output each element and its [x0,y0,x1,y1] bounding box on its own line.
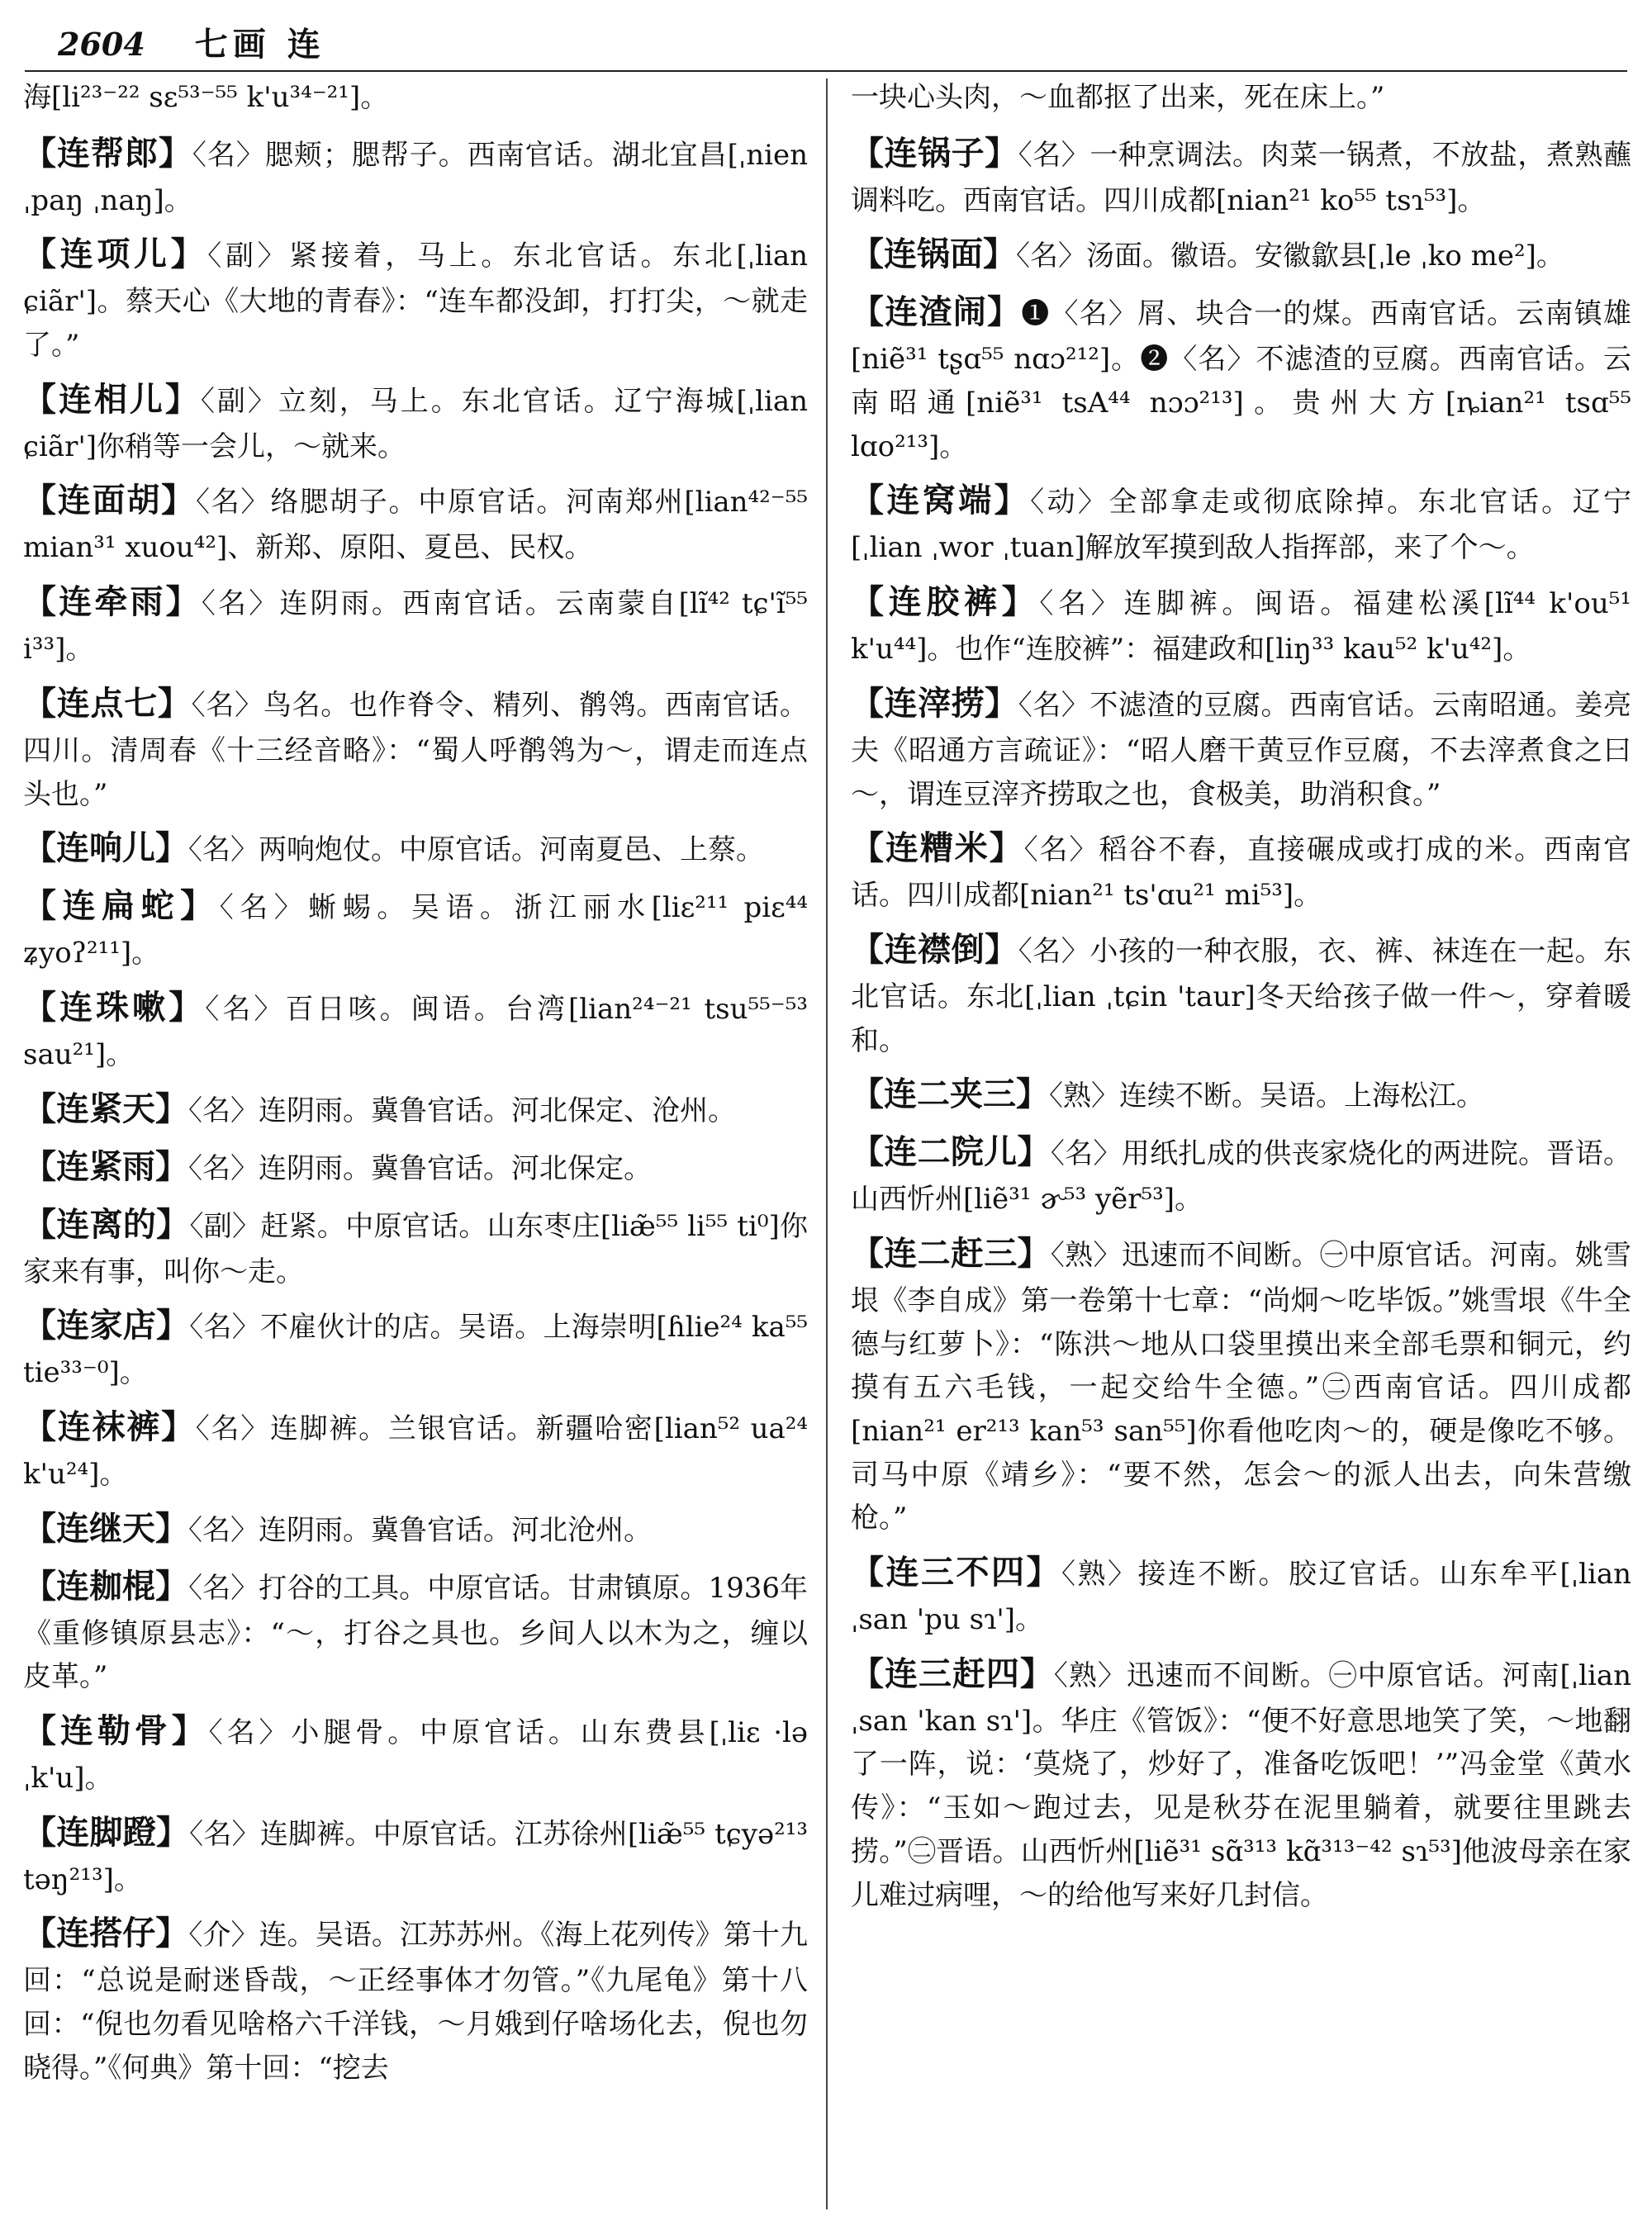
entry-headword: 【连面胡】 [23,482,196,520]
entry-definition: ❶〈名〉屑、块合一的煤。西南官话。云南镇雄[niẽ³¹ tʂɑ⁵⁵ nɑɔ²¹²]。❷〈名〉不滤渣的豆腐。西南官话。云南昭通[niẽ³¹ tsA⁴⁴ nɔɔ²¹³]。贵州大方[ȵian²¹ tsɑ⁵⁵ lɑo²¹³]。 [851,297,1631,463]
dictionary-entry [23,1503,808,1554]
dictionary-entry [851,1547,1631,1642]
dictionary-entry [851,1228,1631,1540]
dictionary-entry [23,823,808,874]
entry-definition: 〈名〉汤面。徽语。安徽歙县[ˌle ˌko me²]。 [1016,240,1564,273]
entry-definition: 〈名〉连脚裤。兰银官话。新疆哈密[lian⁵² ua²⁴ k'u²⁴]。 [23,1412,808,1491]
dictionary-entry [23,128,808,223]
dictionary-entry [23,982,808,1077]
dictionary-entry [851,823,1631,918]
entry-headword: 【连相儿】 [23,380,201,419]
entry-definition: 〈名〉连阴雨。冀鲁官话。河北沧州。 [188,1513,652,1547]
dictionary-entry [23,1402,808,1497]
dictionary-entry [23,678,808,816]
column-divider [826,78,828,2209]
entry-headword: 【连离的】 [23,1205,190,1244]
dictionary-entry [851,576,1631,671]
entry-definition: 〈名〉蜥蜴。吴语。浙江丽水[liɛ²¹¹ piɛ⁴⁴ ʑyoʔ²¹¹]。 [23,891,808,970]
dictionary-entry [23,1706,808,1801]
entry-headword: 【连脚蹬】 [23,1813,190,1852]
entry-definition: 〈名〉连阴雨。冀鲁官话。河北保定。 [188,1151,652,1185]
entry-headword: 【连继天】 [23,1509,188,1548]
entry-headword: 【连紧雨】 [23,1147,188,1186]
dictionary-entry [851,924,1631,1062]
dictionary-entry [851,1069,1631,1120]
entry-headword: 【连三不四】 [851,1554,1061,1592]
entry-definition: 〈名〉打谷的工具。中原官话。甘肃镇原。1936年《重修镇原县志》：“～，打谷之具也。乡间人以木为之，缠以皮革。” [23,1571,808,1694]
entry-definition: 〈名〉稻谷不舂，直接碾成或打成的米。西南官话。四川成都[nian²¹ ts'ɑu²¹ mi⁵³]。 [851,833,1631,913]
entry-definition: 〈名〉络腮胡子。中原官话。河南郑州[lian⁴²⁻⁵⁵ mian³¹ xuou⁴²]、新郑、原阳、夏邑、民权。 [23,486,808,565]
dictionary-entry [851,1649,1631,1917]
entry-headword: 【连窝端】 [851,482,1031,520]
entry-definition: 〈副〉紧接着，马上。东北官话。东北[ˌlian ɕiãr']。蔡天心《大地的青春》：“连车都没卸，打打尖，～就走了。” [23,240,808,363]
entry-definition: 〈名〉鸟名。也作脊令、精列、鹡鸰。西南官话。四川。清周春《十三经音略》：“蜀人呼鹡鸰为～，谓走而连点头也。” [23,688,808,811]
entry-continuation [23,76,808,120]
entry-definition: 〈熟〉连续不断。吴语。上海松江。 [1049,1079,1484,1113]
entry-headword: 【连牵雨】 [23,583,202,622]
entry-definition: 〈名〉用纸扎成的供丧家烧化的两进院。晋语。山西忻州[liẽ³¹ ɚ⁵³ yẽr⁵³]。 [851,1137,1631,1217]
entry-definition: 〈名〉一种烹调法。肉菜一锅煮，不放盐，煮熟蘸调料吃。西南官话。四川成都[nian²¹ ko⁵⁵ tsɿ⁵³]。 [851,138,1631,217]
entry-definition: 〈名〉不雇伙计的店。吴语。上海崇明[ɦlie²⁴ ka⁵⁵ tie³³⁻⁰]。 [23,1311,808,1390]
page-number: 2604 [58,26,145,63]
entry-definition: 〈名〉腮颊；腮帮子。西南官话。湖北宜昌[ˌnien ˌpaŋ ˌnaŋ]。 [23,138,808,217]
dictionary-entry [23,880,808,975]
right-column [851,76,1631,2215]
dictionary-entry [23,374,808,469]
dictionary-entry [23,1084,808,1135]
entry-headword: 【连襟倒】 [851,930,1018,969]
dictionary-entry [23,229,808,367]
entry-definition: 〈介〉连。吴语。江苏苏州。《海上花列传》第十九回：“总说是耐迷昏哉，～正经事体才勿管。”《九尾龟》第十八回：“倪也勿看见啥格六千洋钱，～月娥到仔啥场化去，倪也勿晓得。”《何典》第十回：“挖去 [23,1919,808,2085]
header-rule [25,70,1627,72]
dictionary-entry [23,1561,808,1699]
entry-definition: 〈名〉两响炮仗。中原官话。河南夏邑、上蔡。 [188,833,764,867]
entry-headword: 【连锅子】 [851,134,1018,173]
entry-definition: 〈动〉全部拿走或彻底除掉。东北官话。辽宁[ˌlian ˌwor ˌtuan]解放军摸到敌人指挥部，来了个～。 [851,486,1631,565]
dictionary-entry [23,1300,808,1395]
dictionary-entry [851,1127,1631,1222]
entry-definition: 〈副〉立刻，马上。东北官话。辽宁海城[ˌlian ɕiãr']你稍等一会儿，～就来。 [23,384,808,463]
dictionary-entry [23,1141,808,1193]
entry-headword: 【连三赶四】 [851,1654,1054,1693]
entry-headword: 【连项儿】 [23,235,208,274]
dictionary-entry [851,229,1631,280]
entry-definition: 〈名〉小腿骨。中原官话。山东费县[ˌliɛ ·lə ˌk'u]。 [23,1716,808,1795]
entry-headword: 【连二赶三】 [851,1234,1051,1273]
dictionary-entry [23,1908,808,2090]
dictionary-entry [23,475,808,570]
entry-headword: 【连扁蛇】 [23,887,220,926]
entry-headword: 【连点七】 [23,684,192,723]
entry-definition: 〈名〉不滤渣的豆腐。西南官话。云南昭通。姜亮夫《昭通方言疏证》：“昭人磨干黄豆作豆腐，不去滓煮食之曰～，谓连豆滓齐捞取之也，食极美，助消积食。” [851,688,1631,811]
entry-headword: 【连胶裤】 [851,583,1040,622]
entry-headword: 【连勒骨】 [23,1712,209,1750]
entry-headword: 【连搭仔】 [23,1914,189,1953]
entry-continuation [851,76,1631,120]
entry-definition: 〈名〉连脚裤。闽语。福建松溪[lĩ⁴⁴ k'ou⁵¹ k'u⁴⁴]。也作“连胶裤”：福建政和[liŋ³³ kau⁵² k'u⁴²]。 [851,587,1631,667]
entry-headword: 【连帮郎】 [23,134,192,173]
entry-definition: 〈名〉小孩的一种衣服，衣、裤、袜连在一起。东北官话。东北[ˌlian ˌtɕin 'taur]冬天给孩子做一件～，穿着暖和。 [851,934,1631,1057]
entry-definition: 〈熟〉迅速而不间断。㊀中原官话。河南[ˌlian ˌsan 'kan sɿ']。华庄《管饭》：“便不好意思地笑了笑，～地翻了一阵，说：‘莫烧了，炒好了，准备吃饭吧！’”冯金堂《黄水传》：“玉如～跑过去，见是秋芬在泥里躺着，就要往里跳去捞。”㊁晋语。山西忻州[liẽ³¹ sɑ̃³¹³ kɑ̃³¹³⁻⁴² sɿ⁵³]他波母亲在家儿难过病哩，～的给他写来好几封信。 [851,1658,1631,1912]
dictionary-entry [851,128,1631,223]
entry-definition: 〈名〉连阴雨。冀鲁官话。河北保定、沧州。 [188,1094,736,1127]
entry-headword: 【连响儿】 [23,829,188,868]
entry-headword: 【连袜裤】 [23,1407,196,1446]
entry-headword: 【连糟米】 [851,829,1024,868]
dictionary-entry [851,287,1631,468]
dictionary-entry [23,1807,808,1902]
dictionary-entry [851,475,1631,570]
entry-definition: 〈名〉连阴雨。西南官话。云南蒙自[lĩ⁴² tɕ'ĩ⁵⁵ i³³]。 [23,587,808,667]
entry-definition: 〈名〉百日咳。闽语。台湾[lian²⁴⁻²¹ tsu⁵⁵⁻⁵³ sau²¹]。 [23,992,808,1071]
entry-headword: 【连紧天】 [23,1089,188,1128]
entry-headword: 【连二院儿】 [851,1133,1051,1172]
dictionary-entry [23,576,808,671]
dictionary-entry [851,678,1631,816]
dictionary-entry [23,1199,808,1294]
entry-headword: 【连家店】 [23,1307,190,1345]
entry-headword: 【连珠嗽】 [23,988,206,1027]
entry-headword: 【连渣闹】 [851,293,1022,332]
entry-definition: 〈名〉连脚裤。中原官话。江苏徐州[liæ̃⁵⁵ tɕyə²¹³ təŋ²¹³]。 [23,1817,808,1896]
entry-headword: 【连滓捞】 [851,684,1018,723]
entry-headword: 【连锅面】 [851,235,1016,274]
entry-headword: 【连二夹三】 [851,1075,1049,1114]
page-header [58,18,1627,68]
section-title: 七画 连 [194,25,325,64]
entry-definition: 〈熟〉接连不断。胶辽官话。山东牟平[ˌlian ˌsan 'pu sɿ']。 [851,1558,1631,1637]
entry-definition: 海[li²³⁻²² sɛ⁵³⁻⁵⁵ k'u³⁴⁻²¹]。 [23,81,389,114]
entry-definition: 〈熟〉迅速而不间断。㊀中原官话。河南。姚雪垠《李自成》第一卷第十七章：“尚炯～吃毕饭。”姚雪垠《牛全德与红萝卜》：“陈洪～地从口袋里摸出来全部毛票和铜元，约摸有五六毛钱，一起交给牛全德。”㊁西南官话。四川成都[nian²¹ er²¹³ kan⁵³ san⁵⁵]你看他吃肉～的，硬是像吃不够。司马中原《靖乡》：“要不然，怎会～的派人出去，向朱营缴枪。” [851,1238,1631,1535]
left-column [23,76,808,2215]
entry-headword: 【连耞棍】 [23,1567,189,1606]
entry-definition: 〈副〉赶紧。中原官话。山东枣庄[liæ̃⁵⁵ li⁵⁵ ti⁰]你家来有事，叫你～走。 [23,1209,808,1288]
entry-definition: 一块心头肉，～血都抠了出来，死在床上。” [851,81,1385,114]
